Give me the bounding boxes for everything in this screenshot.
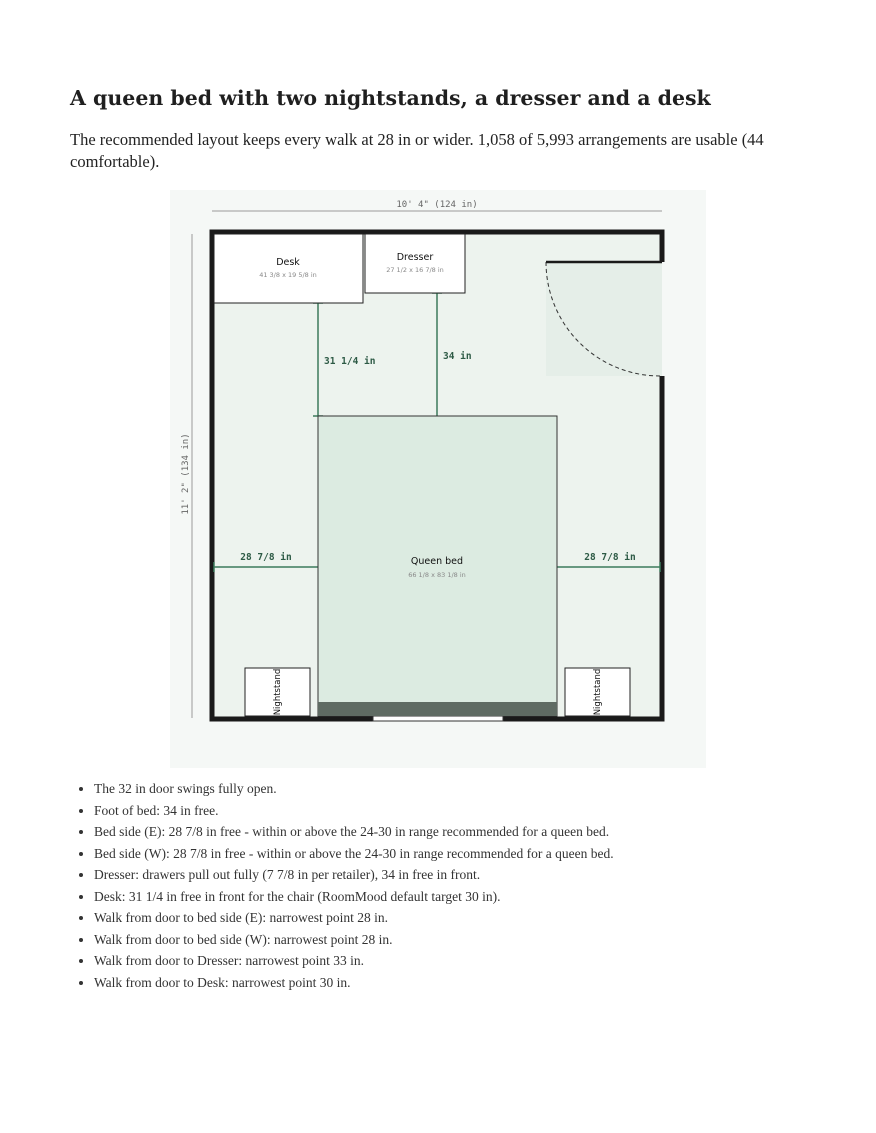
floor-plan-svg <box>170 190 706 768</box>
list-item: • Walk from door to Dresser: narrowest point 33 in. <box>94 950 834 972</box>
desk-dimensions: 41 3/8 x 19 5/8 in <box>259 271 317 279</box>
list-item: • Bed side (E): 28 7/8 in free - within or above the 24-30 in range recommended for a queen bed. <box>94 821 834 843</box>
list-item: • Walk from door to bed side (W): narrowest point 28 in. <box>94 929 834 951</box>
dresser <box>365 234 465 293</box>
list-item: • Dresser: drawers pull out fully (7 7/8 in per retailer), 34 in free in front. <box>94 864 834 886</box>
door-swing-area <box>546 262 662 376</box>
list-item: • Bed side (W): 28 7/8 in free - within or above the 24-30 in range recommended for a queen bed. <box>94 843 834 865</box>
layout-summary: The recommended layout keeps every walk at 28 in or wider. 1,058 of 5,993 arrangements are usable (44 comfortable). <box>70 130 764 171</box>
bed-dimensions: 66 1/8 x 83 1/8 in <box>408 571 466 579</box>
foot-clearance-label: 34 in <box>443 351 472 362</box>
queen-bed <box>318 416 557 716</box>
bed-label: Queen bed <box>410 556 464 567</box>
nightstand-right-label: Nightstand <box>593 668 603 716</box>
layout-notes <box>70 778 834 993</box>
west-clearance-label: 28 7/8 in <box>240 552 292 563</box>
nightstand-right <box>565 668 630 716</box>
room-depth-label: 11' 2" (134 in) <box>181 433 191 515</box>
list-item: • Desk: 31 1/4 in free in front for the chair (RoomMood default target 30 in). <box>94 886 834 908</box>
headboard <box>318 702 557 716</box>
room-width-label: 10' 4" (124 in) <box>396 200 478 210</box>
list-item: • Walk from door to Desk: narrowest point 30 in. <box>94 972 834 994</box>
dresser-dimensions: 27 1/2 x 16 7/8 in <box>386 266 444 274</box>
desk <box>214 234 363 303</box>
nightstand-left-label: Nightstand <box>273 668 283 716</box>
dresser-label: Dresser <box>396 252 434 263</box>
east-clearance-label: 28 7/8 in <box>584 552 636 563</box>
page-title: A queen bed with two nightstands, a dresser and a desk <box>70 86 711 110</box>
list-item: • Walk from door to bed side (E): narrowest point 28 in. <box>94 907 834 929</box>
desk-clearance-label: 31 1/4 in <box>324 356 376 367</box>
list-item: • Foot of bed: 34 in free. <box>94 800 834 822</box>
floor-plan <box>170 190 706 768</box>
list-item: • The 32 in door swings fully open. <box>94 778 834 800</box>
desk-label: Desk <box>276 257 300 268</box>
nightstand-left <box>245 668 310 716</box>
